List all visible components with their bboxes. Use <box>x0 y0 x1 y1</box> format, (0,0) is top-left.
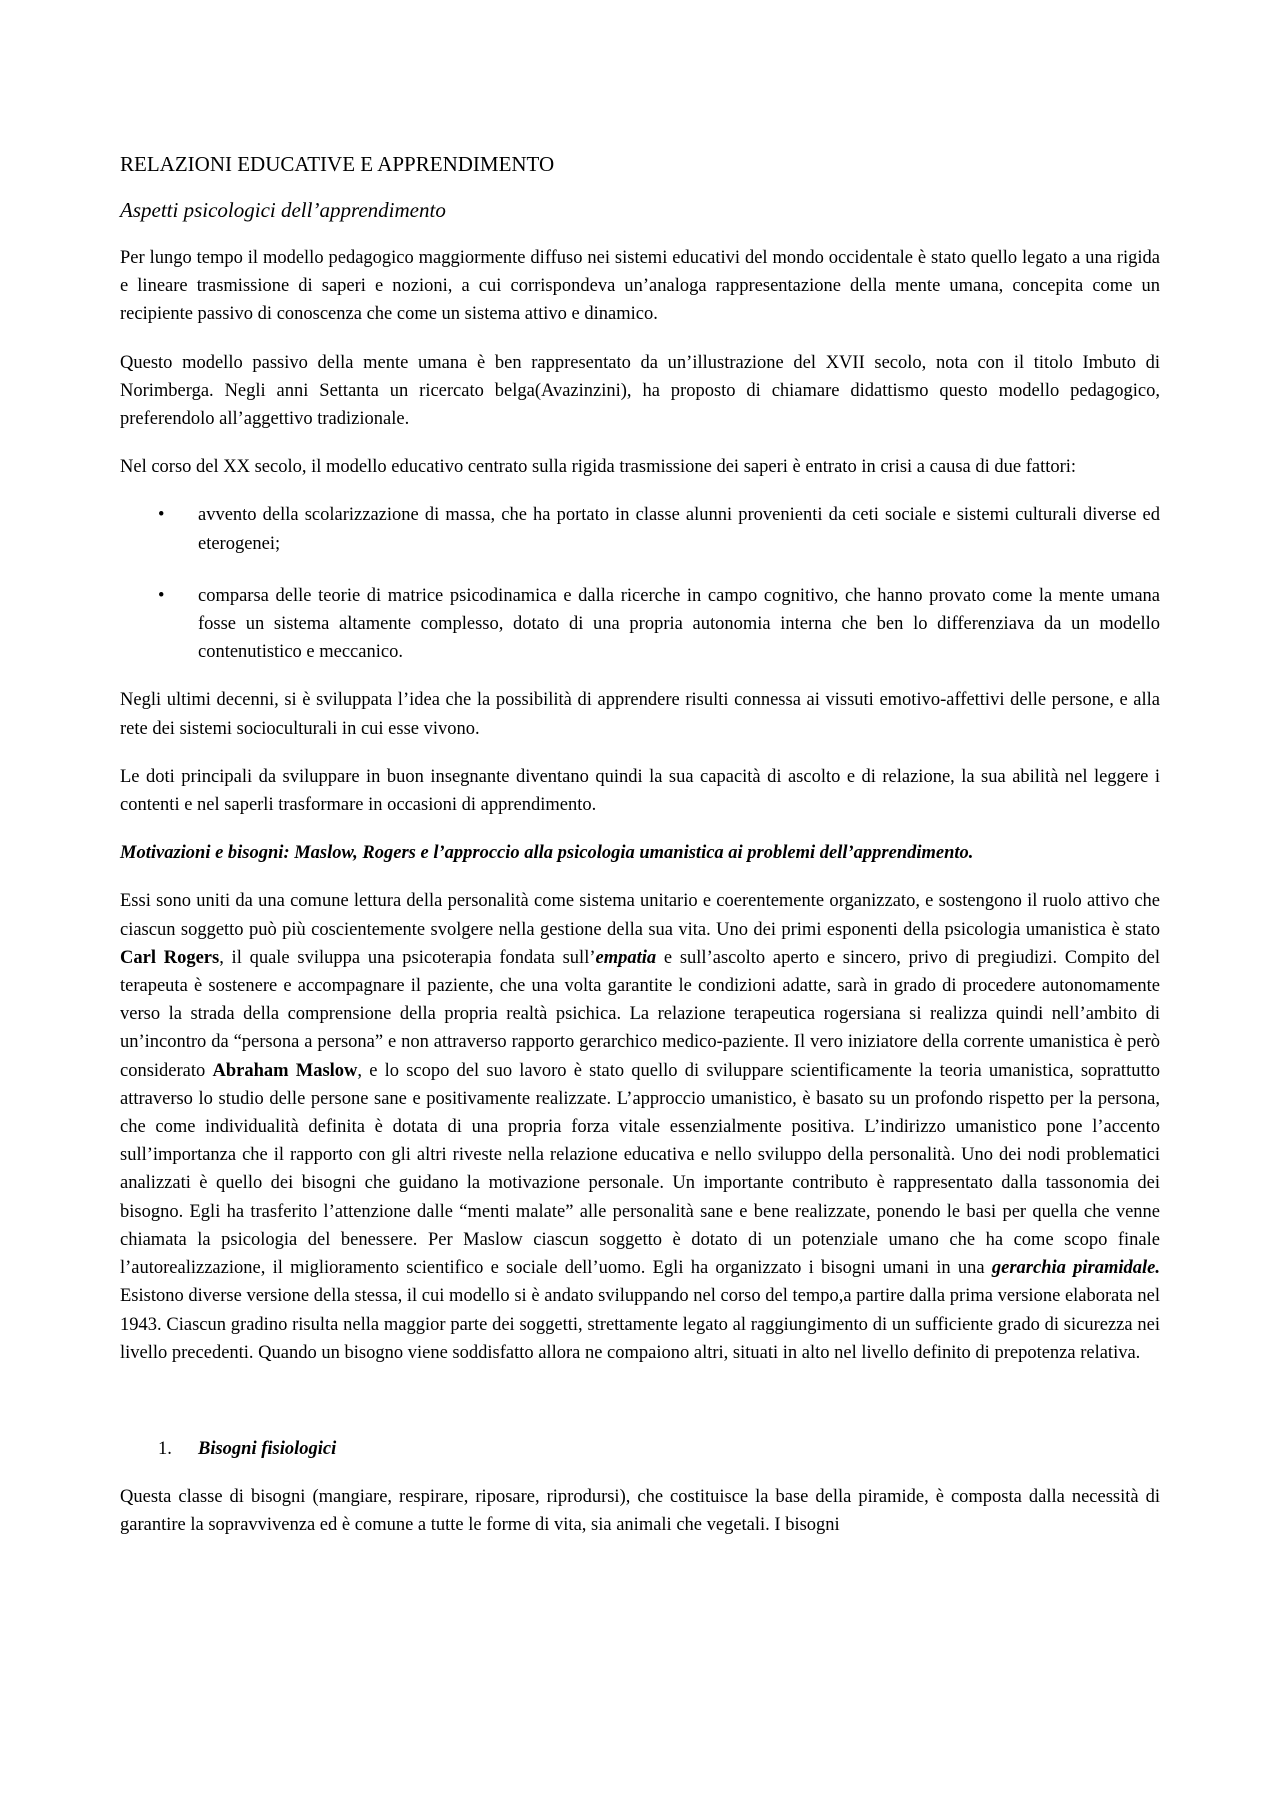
term-empatia: empatia <box>595 947 657 968</box>
text-run: , e lo scopo del suo lavoro è stato quello di sviluppare scientificamente la teoria umanistica, soprattutto attraverso lo studio delle persone sane e positivamente realizzate. L’approccio umanistico, è basato su un profondo rispetto per la persona, che come individualità definita è dotata di una propria forza vitale essenzialmente positiva. L’indirizzo umanistico pone l’accento sull’importanza che il rapporto con gli altri riveste nella relazione educativa e nello sviluppo della personalità. Uno dei nodi problematici analizzati è quello dei bisogni che guidano la motivazione personale. Un importante contributo è rappresentato dalla tassonomia dei bisogno. Egli ha trasferito l’attenzione dalle “menti malate” alle personalità sane e bene realizzate, ponendo le basi per quella che venne chiamata la psicologia del benessere. Per Maslow ciascun soggetto è dotato di un potenziale umano che ha come scopo finale l’autorealizzazione, il miglioramento scientifico e sociale dell’uomo. Egli ha organizzato i bisogni umani in una <box>120 1060 1160 1279</box>
bullet-list-fattori <box>120 501 1160 666</box>
paragraph-ultimi-decenni: Negli ultimi decenni, si è sviluppata l’idea che la possibilità di apprendere risulti connessa ai vissuti emotivo-affettivi delle persone, e alla rete dei sistemi socioculturali in cui esse vivono. <box>120 690 1160 739</box>
paragraph-psicologia-umanistica <box>120 887 1160 1366</box>
paragraph-xx-secolo: Nel corso del XX secolo, il modello educativo centrato sulla rigida trasmissione dei saperi è entrato in crisi a causa di due fattori: <box>120 457 1077 478</box>
list-item-text: comparsa delle teorie di matrice psicodinamica e dalla ricerche in campo cognitivo, che hanno provato come la mente umana fosse un sistema altamente complesso, dotato di una propria autonomia interna che ben lo differenziava da un modello contenutistico e meccanico. <box>198 585 1160 663</box>
paragraph-bisogni-fisiologici: Questa classe di bisogni (mangiare, respirare, riposare, riprodursi), che costituisce la base della piramide, è composta dalla necessità di garantire la sopravvivenza ed è comune a tutte le forme di vita, sia animali che vegetali. I bisogni <box>120 1487 1160 1536</box>
text-run: Essi sono uniti da una comune lettura della personalità come sistema unitario e coerentemente organizzato, e sostengono il ruolo attivo che ciascun soggetto può più coscientemente svolgere nella gestione della sua vita. Uno dei primi esponenti della psicologia umanistica è stato <box>120 891 1160 940</box>
section-heading-motivazioni: Motivazioni e bisogni: Maslow, Rogers e l’approccio alla psicologia umanistica ai problemi dell’apprendimento. <box>120 843 974 864</box>
paragraph-modello-pedagogico: Per lungo tempo il modello pedagogico maggiormente diffuso nei sistemi educativi del mondo occidentale è stato quello legato a una rigida e lineare trasmissione di saperi e nozioni, a cui corrispondeva un’analoga rappresentazione della mente umana, concepita come un recipiente passivo di conoscenza che come un sistema attivo e dinamico. <box>120 248 1160 325</box>
text-run: , il quale sviluppa una psicoterapia fondata sull’ <box>219 947 596 968</box>
list-number: 1. <box>158 1438 172 1459</box>
spacer <box>120 1387 1160 1435</box>
document-title: RELAZIONI EDUCATIVE E APPRENDIMENTO <box>120 152 555 176</box>
bullet-icon: • <box>158 585 165 606</box>
name-carl-rogers: Carl Rogers <box>120 947 220 968</box>
numbered-heading-label: Bisogni fisiologici <box>198 1438 337 1459</box>
list-item <box>120 582 1160 667</box>
paragraph-doti-insegnante: Le doti principali da sviluppare in buon insegnante diventano quindi la sua capacità di ascolto e di relazione, la sua abilità nel leggere i contenti e nel saperli trasformare in occasioni di apprendimento. <box>120 766 1160 816</box>
section-heading-aspetti: Aspetti psicologici dell’apprendimento <box>120 198 446 222</box>
list-item <box>120 501 1160 557</box>
list-item-text: avvento della scolarizzazione di massa, che ha portato in classe alunni provenienti da ceti sociale e sistemi culturali diverse ed eterogenei; <box>198 505 1160 554</box>
numbered-heading-bisogni-fisiologici <box>120 1435 1160 1463</box>
paragraph-imbuto-norimberga: Questo modello passivo della mente umana è ben rappresentato da un’illustrazione del XVII secolo, nota con il titolo Imbuto di Norimberga. Negli anni Settanta un ricercato belga(Avazinzini), ha proposto di chiamare didattismo questo modello pedagogico, preferendolo all’aggettivo tradizionale. <box>120 352 1160 430</box>
term-gerarchia-piramidale: gerarchia piramidale. <box>991 1258 1160 1279</box>
text-run: Esistono diverse versione della stessa, il cui modello si è andato sviluppando nel corso del tempo,a partire dalla prima versione elaborata nel 1943. Ciascun gradino risulta nella maggior parte dei soggetti, strettamente legato al raggiungimento di un sufficiente grado di sicurezza nei livello precedenti. Quando un bisogno viene soddisfatto allora ne compaiono altri, situati in alto nel livello definito di prepotenza relativa. <box>120 1286 1160 1363</box>
name-abraham-maslow: Abraham Maslow <box>212 1060 358 1081</box>
document-page <box>120 150 1160 1560</box>
bullet-icon: • <box>158 505 165 526</box>
text-run: e sull’ascolto aperto e sincero, privo di pregiudizi. Compito del terapeuta è sostenere e accompagnare il paziente, che una volta garantite le condizioni adatte, sarà in grado di procedere autonomamente verso la strada della comprensione della propria realtà psichica. La relazione terapeutica rogersiana si realizza quindi nell’ambito di un’incontro da “persona a persona” e non attraverso rapporto gerarchico medico-paziente. Il vero iniziatore della corrente umanistica è però considerato <box>120 947 1160 1081</box>
